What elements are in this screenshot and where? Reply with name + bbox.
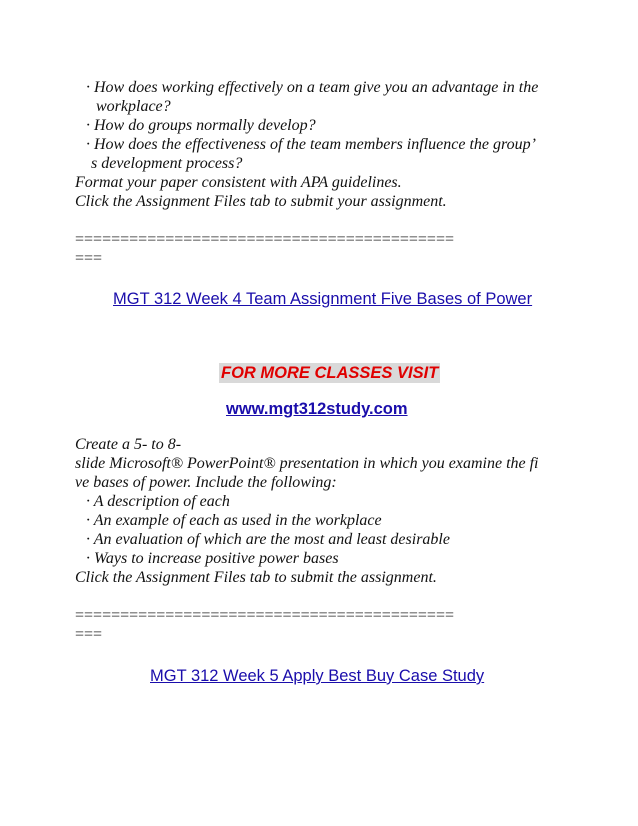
- course-link-week4[interactable]: MGT 312 Week 4 Team Assignment Five Bases of Power: [113, 290, 533, 308]
- bullet-example: · An example of each as used in the workplace: [86, 512, 382, 529]
- bullet-ways: · Ways to increase positive power bases: [86, 550, 339, 567]
- bullet-team-advantage-cont: workplace?: [96, 98, 171, 115]
- description-line-1: Create a 5- to 8-: [75, 436, 182, 453]
- description-line-2: slide Microsoft® PowerPoint® presentation in which you examine the fi: [75, 455, 539, 472]
- separator-line-2: ==========================================: [75, 607, 454, 624]
- separator-line-tail: ===: [75, 250, 103, 267]
- submit-instruction: Click the Assignment Files tab to submit your assignment.: [75, 193, 447, 210]
- bullet-team-effectiveness: · How does the effectiveness of the team members influence the group’: [86, 136, 536, 153]
- format-instruction: Format your paper consistent with APA guidelines.: [75, 174, 402, 191]
- bullet-team-advantage: · How does working effectively on a team give you an advantage in the: [86, 79, 539, 96]
- bullet-groups-develop: · How do groups normally develop?: [86, 117, 316, 134]
- separator-line: ==========================================: [75, 231, 454, 248]
- bullet-team-effectiveness-cont: s development process?: [91, 155, 243, 172]
- course-link-week5[interactable]: MGT 312 Week 5 Apply Best Buy Case Study: [150, 667, 485, 685]
- promo-banner: FOR MORE CLASSES VISIT: [221, 364, 439, 382]
- bullet-evaluation: · An evaluation of which are the most and least desirable: [86, 531, 450, 548]
- submit-instruction-2: Click the Assignment Files tab to submit the assignment.: [75, 569, 437, 586]
- bullet-description: · A description of each: [86, 493, 230, 510]
- separator-line-2-tail: ===: [75, 626, 103, 643]
- description-line-3: ve bases of power. Include the following:: [75, 474, 337, 491]
- site-link[interactable]: www.mgt312study.com: [226, 400, 408, 418]
